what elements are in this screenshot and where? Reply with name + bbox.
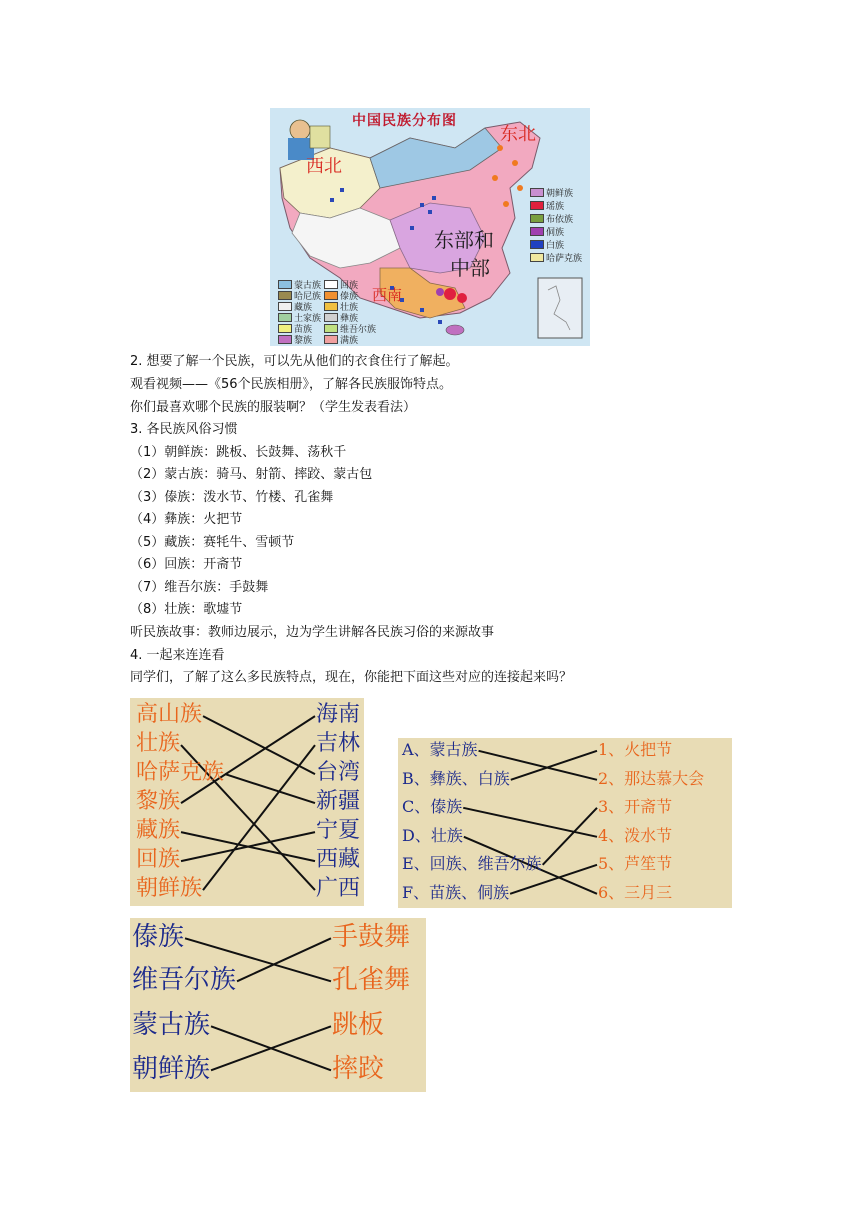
legend-swatch [530,240,544,249]
legend-item [278,333,312,346]
legend-label: 傣族 [340,292,359,302]
text-line: 4. 一起来连连看 [130,648,225,663]
legend-label: 侗族 [546,228,565,238]
legend-label: 维吾尔族 [340,325,377,335]
legend-swatch [278,335,292,344]
right-item: 1、火把节 [598,740,673,759]
legend-swatch [278,291,292,300]
right-item: 手鼓舞 [332,922,411,952]
text-line: （6）回族：开斋节 [130,557,243,572]
legend-label: 满族 [340,336,359,346]
map-title: 中国民族分布图 [352,113,457,129]
legend-item [530,212,573,225]
text-line: （4）彝族：火把节 [130,512,243,527]
left-item: 傣族 [132,922,185,952]
left-item: 维吾尔族 [132,965,237,995]
text-line: （2）蒙古族：骑马、射箭、摔跤、蒙古包 [130,467,373,482]
left-item: 蒙古族 [132,1010,211,1040]
right-item: 4、泼水节 [598,826,673,845]
left-item: 黎族 [136,789,181,814]
legend-item [324,333,358,346]
right-item: 吉林 [316,731,361,756]
right-item: 宁夏 [316,818,361,843]
legend-swatch [278,302,292,311]
legend-swatch [324,291,338,300]
legend-label: 土家族 [294,314,322,324]
left-item: C、傣族 [402,797,463,816]
legend-swatch [324,335,338,344]
legend-label: 苗族 [294,325,313,335]
legend-swatch [530,214,544,223]
text-line: 3. 各民族风俗习惯 [130,422,238,437]
text-line: （8）壮族：歌墟节 [130,602,243,617]
connector-line [463,808,597,837]
left-item: A、蒙古族 [402,740,478,759]
text-line: 2. 想要了解一个民族，可以先从他们的衣食住行了解起。 [130,354,459,369]
right-item: 2、那达慕大会 [598,769,705,788]
region-label-east-central-2: 中部 [450,256,490,280]
right-item: 台湾 [316,760,361,785]
legend-swatch [278,313,292,322]
legend-label: 哈尼族 [294,292,322,302]
left-item: 壮族 [136,731,181,756]
text-line: 听民族故事：教师边展示，边为学生讲解各民族习俗的来源故事 [130,625,495,640]
left-item: 藏族 [136,818,181,843]
region-label-northwest: 西北 [306,156,342,177]
legend-swatch [324,280,338,289]
matching-panel-regions [130,698,364,906]
text-line: 观看视频——《56个民族相册》，了解各民族服饰特点。 [130,377,453,392]
text-line: （3）傣族：泼水节、竹楼、孔雀舞 [130,490,334,505]
left-item: 哈萨克族 [136,760,225,785]
legend-label: 回族 [340,281,359,291]
legend-swatch [278,324,292,333]
legend-label: 彝族 [340,314,359,324]
left-item: D、壮族 [402,826,463,845]
legend-swatch [324,302,338,311]
right-item: 海南 [316,702,361,727]
text-line: （5）藏族：赛牦牛、雪顿节 [130,535,295,550]
legend-item [530,199,564,212]
legend-label: 藏族 [294,303,313,313]
legend-label: 壮族 [340,303,359,313]
region-label-southwest: 西南 [372,286,403,304]
legend-label: 黎族 [294,336,313,346]
region-label-east-central-1: 东部和 [434,228,494,252]
legend-swatch [530,188,544,197]
connector-line [225,774,315,803]
right-item: 6、三月三 [598,883,673,902]
left-item: E、回族、维吾尔族 [402,854,542,873]
right-item: 新疆 [316,789,361,814]
text-line: （1）朝鲜族：跳板、长鼓舞、荡秋千 [130,445,347,460]
legend-label: 哈萨克族 [546,254,583,264]
legend-swatch [530,201,544,210]
right-item: 广西 [316,876,361,901]
connector-line [543,808,597,865]
region-label-northeast: 东北 [500,124,536,145]
left-item: B、彝族、白族 [402,769,510,788]
ethnic-distribution-map [270,108,590,346]
left-item: 朝鲜族 [132,1054,211,1084]
text-line: （7）维吾尔族：手鼓舞 [130,580,269,595]
legend-label: 白族 [546,241,565,251]
legend-label: 布依族 [546,215,574,225]
left-item: F、苗族、侗族 [402,883,510,902]
right-item: 3、开斋节 [598,797,673,816]
legend-item [530,238,564,251]
right-item: 摔跤 [332,1054,385,1084]
legend-swatch [278,280,292,289]
legend-label: 蒙古族 [294,281,322,291]
legend-swatch [530,227,544,236]
legend-item [530,251,582,264]
connector-line [511,751,597,780]
legend-item [530,186,573,199]
legend-swatch [324,313,338,322]
text-line: 同学们，了解了这么多民族特点，现在，你能把下面这些对应的连接起来吗？ [130,670,573,685]
text-line: 你们最喜欢哪个民族的服装啊？（学生发表看法） [130,400,417,415]
legend-item [530,225,564,238]
left-item: 高山族 [136,702,203,727]
right-item: 5、芦笙节 [598,854,673,873]
connector-line [237,938,331,981]
left-item: 回族 [136,847,181,872]
legend-label: 瑶族 [546,202,565,212]
legend-label: 朝鲜族 [546,189,574,199]
right-item: 西藏 [316,847,361,872]
right-item: 跳板 [332,1010,385,1040]
legend-swatch [530,253,544,262]
matching-panel-festivals [398,738,732,908]
right-item: 孔雀舞 [332,965,411,995]
left-item: 朝鲜族 [136,876,203,901]
matching-panel-dances [130,918,426,1092]
legend-swatch [324,324,338,333]
